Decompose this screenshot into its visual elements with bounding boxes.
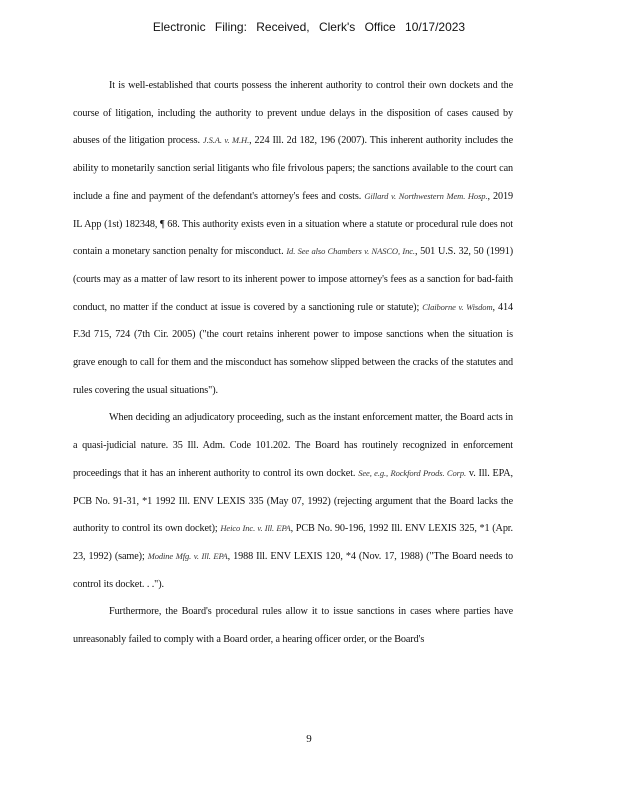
page-number: 9 xyxy=(306,733,312,745)
paragraph-text: , 1988 Ill. ENV LEXIS 120, *4 (Nov. 17, 1988) ("The Board needs to control its docket. . ."). xyxy=(73,550,513,590)
paragraph-text: v. Ill. EPA, PCB No. 91-31, *1 1992 Ill. ENV LEXIS 335 (May 07, 1992) (rejecting argument that the Board lacks the authority to control its own docket); xyxy=(73,467,513,535)
paragraph-text: , 224 Ill. 2d 182, 196 (2007). This inherent authority includes the ability to monetarily sanction serial litigants who file frivolous papers; the sanctions available to the court can include a fine and payment of the defendant's attorney's fees and costs. xyxy=(73,135,514,202)
filing-stamp-header: Electronic Filing: Received, Clerk's Office 10/17/2023 xyxy=(152,20,466,34)
case-citation: J.S.A. v. M.H. xyxy=(202,135,250,146)
paragraph-text: Furthermore, the Board's procedural rules allow it to issue sanctions in cases where parties have unreasonably failed to comply with a Board order, a hearing officer order, or the Board's xyxy=(73,606,513,646)
case-citation: Heico Inc. v. Ill. EPA xyxy=(220,523,291,534)
paragraph-text: , 414 F.3d 715, 724 (7th Cir. 2005) ("the court retains inherent power to impose sanctions when the situation is grave enough to call for them and the misconduct has somehow slipped between the cracks of the statutes and rules covering the usual situations"). xyxy=(73,301,513,396)
paragraph-3 xyxy=(73,598,513,653)
paragraph-text: , 2019 IL App (1st) 182348, ¶ 68. This authority exists even in a situation where a statute or procedural rule does not contain a monetary sanction penalty for misconduct. xyxy=(73,190,513,258)
case-citation: Id. See also Chambers v. NASCO, Inc. xyxy=(286,246,415,257)
paragraph-1 xyxy=(73,72,513,404)
case-citation: Gillard v. Northwestern Mem. Hosp. xyxy=(364,190,488,201)
paragraph-text: , 501 U.S. 32, 50 (1991) (courts may as a matter of law resort to its inherent power to impose attorney's fees as a sanction for bad-faith conduct, no matter if the conduct at issue is covered by a sanctioning rule or statute); xyxy=(73,246,514,313)
case-citation: Claiborne v. Wisdom xyxy=(422,301,493,312)
case-citation: Modine Mfg. v. Ill. EPA xyxy=(147,550,228,561)
paragraph-text: When deciding an adjudicatory proceeding, such as the instant enforcement matter, the Board acts in a quasi-judicial nature. 35 Ill. Adm. Code 101.202. The Board has routinely recognized in enforcement proceedings that it has an inherent authority to control its own docket. xyxy=(73,412,513,479)
paragraph-text: , PCB No. 90-196, 1992 Ill. ENV LEXIS 325, *1 (Apr. 23, 1992) (same); xyxy=(73,523,513,562)
case-citation: See, e.g., Rockford Prods. Corp. xyxy=(358,467,467,478)
paragraph-text: It is well-established that courts possess the inherent authority to control their own dockets and the course of litigation, including the authority to prevent undue delays in the disposition of cases caused by abuses of the litigation process. xyxy=(73,80,513,147)
document-body xyxy=(73,72,513,654)
paragraph-2 xyxy=(73,404,513,598)
